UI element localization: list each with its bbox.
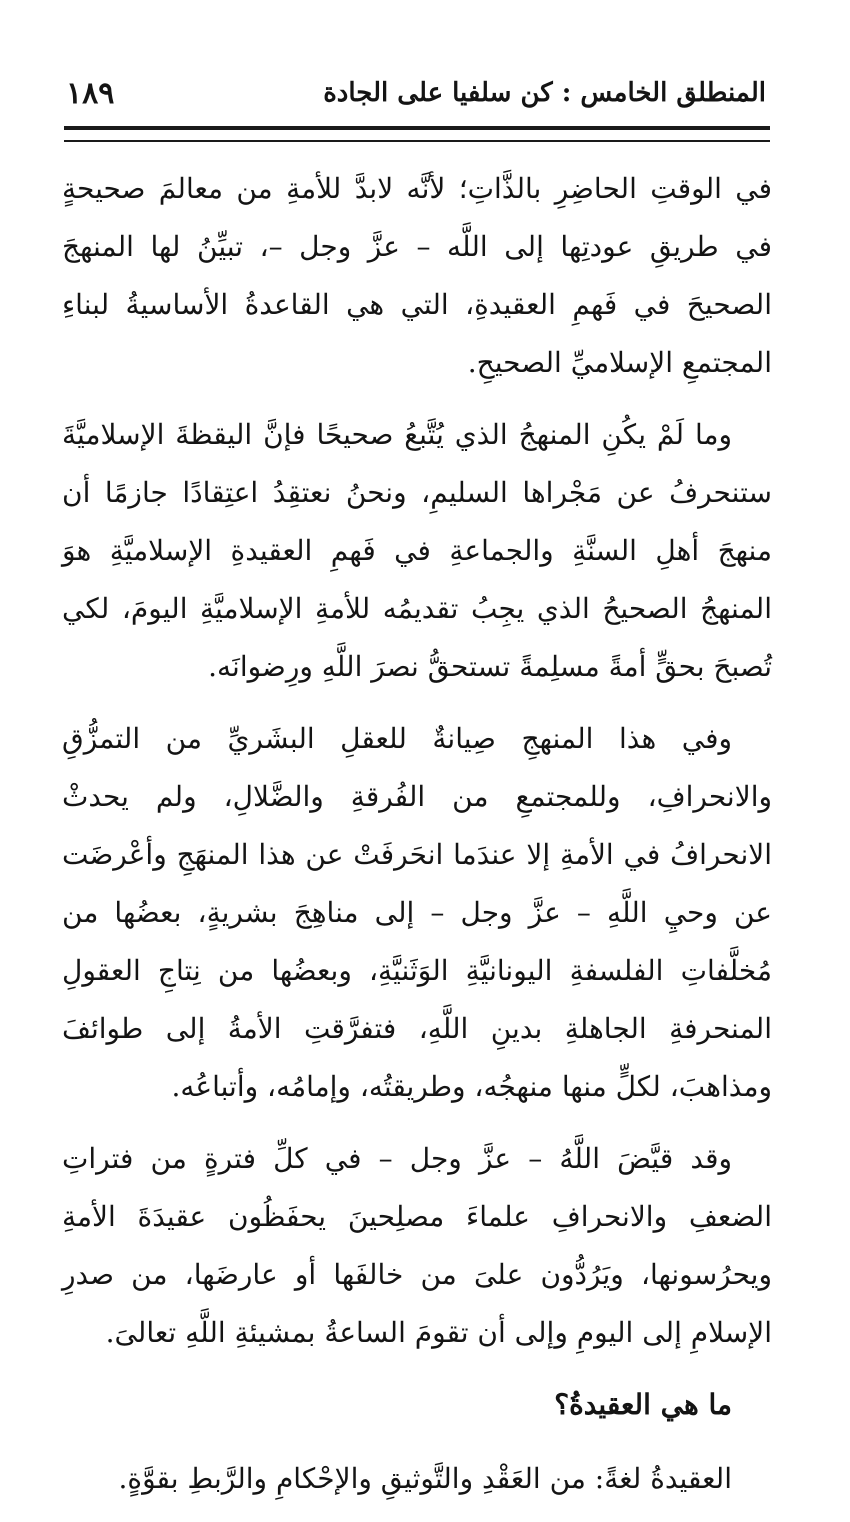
page-number: ١٨٩ — [66, 76, 115, 111]
header-rule-thick — [64, 126, 770, 130]
paragraph-1: في الوقتِ الحاضِرِ بالذَّاتِ؛ لأنَّه لابدَّ للأمةِ من معالمَ صحيحةٍ في طريقِ عودتِها إلى اللَّه – عزَّ وجل –، تبيِّنُ لها المنهجَ الصحيحَ في فَهمِ العقيدةِ، التي هي القاعدةُ الأساسيةُ لبناءِ المجتمعِ الإسلاميِّ الصحيحِ. — [62, 172, 772, 379]
section-heading: ما هي العقيدةُ؟ — [554, 1388, 732, 1421]
paragraph-3: وفي هذا المنهجِ صِيانةٌ للعقلِ البشَريِّ من التمزُّقِ والانحرافِ، وللمجتمعِ من الفُرقةِ والضَّلالِ، ولم يحدثْ الانحرافُ في الأمةِ إلا عندَما انحَرفَتْ عن هذا المنهَجِ وأعْرضَت عن وحيِ اللَّهِ – عزَّ وجل – إلى مناهِجَ بشريةٍ، بعضُها من مُخلَّفاتِ الفلسفةِ اليونانيَّةِ الوَثَنيَّةِ، وبعضُها من نِتاجِ العقولِ المنحرفةِ الجاهلةِ بدينِ اللَّهِ، فتفرَّقتِ الأمةُ إلى طوائفَ ومذاهبَ، لكلٍّ منها منهجُه، وطريقتُه، وإمامُه، وأتباعُه. — [62, 722, 772, 1103]
paragraph-2: وما لَمْ يكُنِ المنهجُ الذي يُتَّبعُ صحيحًا فإنَّ اليقظةَ الإسلاميَّةَ ستنحرفُ عن مَجْراها السليمِ، ونحنُ نعتقِدُ اعتِقادًا جازمًا أن منهجَ أهلِ السنَّةِ والجماعةِ في فَهمِ العقيدةِ الإسلاميَّةِ هوَ المنهجُ الصحيحُ الذي يجِبُ تقديمُه للأمةِ الإسلاميَّةِ اليومَ، لكي تُصبحَ بحقٍّ أمةً مسلِمةً تستحقُّ نصرَ اللَّهِ ورِضوانَه. — [62, 418, 772, 683]
body-text — [62, 160, 772, 1522]
page-header — [66, 72, 766, 122]
running-head: المنطلق الخامس : كن سلفيا على الجادة — [323, 78, 766, 108]
definition-paragraph: العقيدةُ لغةً: من العَقْدِ والتَّوثيقِ والإحْكامِ والرَّبطِ بقوَّةٍ. — [118, 1462, 732, 1495]
paragraph-4: وقد قيَّضَ اللَّهُ – عزَّ وجل – في كلِّ فترةٍ من فتراتِ الضعفِ والانحرافِ علماءَ مصلِحينَ يحفَظُون عقيدَةَ الأمةِ ويحرُسونها، ويَرُدُّون علىَ من خالفَها أو عارضَها، من صدرِ الإسلامِ إلى اليومِ وإلى أن تقومَ الساعةُ بمشيئةِ اللَّهِ تعالىَ. — [62, 1142, 772, 1349]
header-rule-thin — [64, 140, 770, 142]
